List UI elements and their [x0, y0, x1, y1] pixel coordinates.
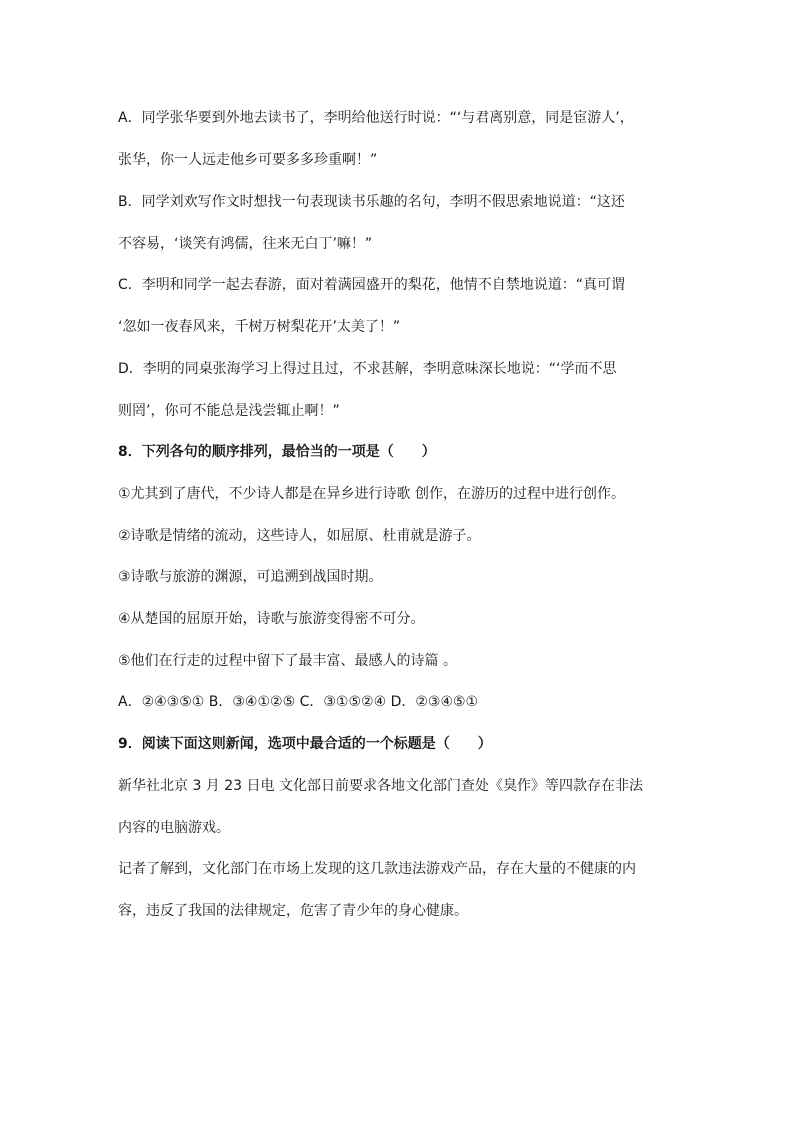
q8-title: 8．下列各句的顺序排列，最恰当的一项是（ ） [118, 444, 436, 460]
q7-option-d-line2: 则罔’，你可不能总是浅尝辄止啊！” [118, 403, 340, 419]
q7-option-c-line1: C．李明和同学一起去春游，面对着满园盛开的梨花，他情不自禁地说道：“真可谓 [118, 277, 626, 293]
q9-paragraph2-line1: 记者了解到，文化部门在市场上发现的这几款违法游戏产品，存在大量的不健康的内 [118, 861, 636, 877]
q9-paragraph1-line1: 新华社北京 3 月 23 日电 文化部日前要求各地文化部门查处《臭作》等四款存在非法 [118, 778, 643, 794]
q8-options: A．②④③⑤① B．③④①②⑤ C．③①⑤②④ D．②③④⑤① [118, 694, 479, 710]
q7-option-b-line1: B．同学刘欢写作文时想找一句表现读书乐趣的名句，李明不假思索地说道：“这还 [118, 194, 625, 210]
q8-sentence-3: ③诗歌与旅游的渊源，可追溯到战国时期。 [118, 569, 383, 585]
q9-title: 9．阅读下面这则新闻，选项中最合适的一个标题是（ ） [118, 736, 492, 752]
q7-option-a-line2: 张华，你一人远走他乡可要多多珍重啊！” [118, 152, 378, 168]
q7-option-c-line2: ‘忽如一夜春风来，千树万树梨花开’太美了！” [118, 319, 401, 335]
q8-sentence-4: ④从楚国的屈原开始，诗歌与旅游变得密不可分。 [118, 611, 425, 627]
q7-option-d-line1: D．李明的同桌张海学习上得过且过，不求甚解，李明意味深长地说：“‘学而不思 [118, 361, 617, 377]
q8-sentence-5: ⑤他们在行走的过程中留下了最丰富、最感人的诗篇 。 [118, 653, 457, 669]
q8-sentence-1: ①尤其到了唐代，不少诗人都是在异乡进行诗歌 创作，在游历的过程中进行创作。 [118, 486, 625, 502]
q8-sentence-2: ②诗歌是情绪的流动，这些诗人，如屈原、杜甫就是游子。 [118, 528, 481, 544]
q7-option-b-line2: 不容易，‘谈笑有鸿儒，往来无白丁’嘛！” [118, 236, 373, 252]
q7-option-a-line1: A．同学张华要到外地去读书了，李明给他送行时说：“‘与君离别意，同是宦游人’， [118, 110, 634, 126]
q9-paragraph1-line2: 内容的电脑游戏。 [118, 820, 230, 836]
q9-paragraph2-line2: 容，违反了我国的法律规定，危害了青少年的身心健康。 [118, 903, 468, 919]
